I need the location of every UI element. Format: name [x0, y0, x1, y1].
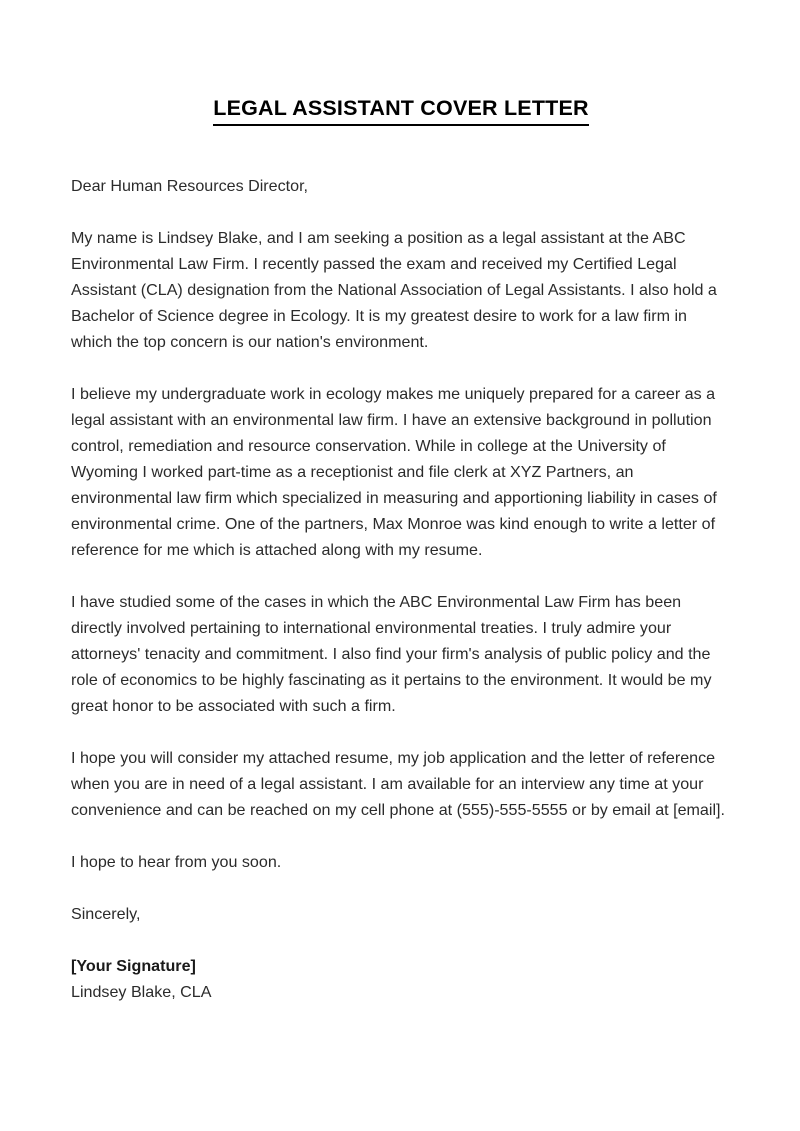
- body-paragraph-1: My name is Lindsey Blake, and I am seeking a position as a legal assistant at the ABC Environmental Law Firm. I recently passed the exam and received my Certified Legal Assistant (CLA) designation from the National Association of Legal Assistants. I also hold a Bachelor of Science degree in Ecology. It is my greatest desire to work for a law firm in which the top concern is our nation's environment.: [71, 228, 717, 351]
- signature-placeholder: [Your Signature]: [71, 956, 196, 975]
- closing-wish: I hope to hear from you soon.: [71, 852, 282, 871]
- body-paragraph-3: I have studied some of the cases in which the ABC Environmental Law Firm has been directly involved pertaining to international environmental treaties. I truly admire your attorneys' tenacity and commitment. I also find your firm's analysis of public policy and the role of economics to be highly fascinating as it pertains to the environment. It would be my great honor to be associated with such a firm.: [71, 592, 712, 715]
- body-paragraph-4: I hope you will consider my attached resume, my job application and the letter of reference when you are in need of a legal assistant. I am available for an interview any time at your convenience and can be reached on my cell phone at (555)-555-5555 or by email at [email].: [71, 748, 725, 819]
- signer-name: Lindsey Blake, CLA: [71, 982, 212, 1001]
- salutation: Dear Human Resources Director,: [71, 176, 309, 195]
- signature-block: [71, 927, 731, 1005]
- letter-body: [71, 0, 731, 1005]
- page-title-text: LEGAL ASSISTANT COVER LETTER: [213, 97, 589, 126]
- body-paragraph-2: I believe my undergraduate work in ecology makes me uniquely prepared for a career as a legal assistant with an environmental law firm. I have an extensive background in pollution control, remediation and resource conservation. While in college at the University of Wyoming I worked part-time as a receptionist and file clerk at XYZ Partners, an environmental law firm which specialized in measuring and apportioning liability in cases of environmental crime. One of the partners, Max Monroe was kind enough to write a letter of reference for me which is attached along with my resume.: [71, 384, 717, 559]
- page-title: [71, 0, 731, 126]
- valediction: Sincerely,: [71, 904, 141, 923]
